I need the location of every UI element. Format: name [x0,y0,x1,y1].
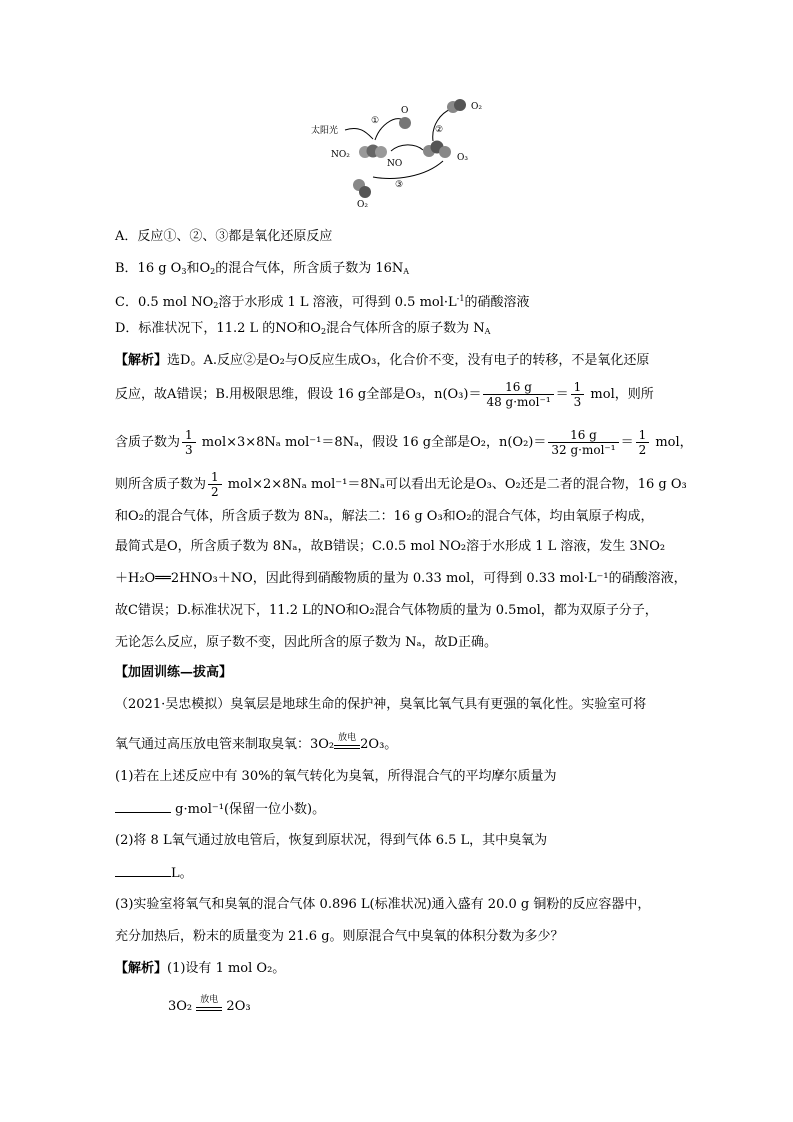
question-1: (1)若在上述反应中有 30%的氧气转化为臭氧，所得混合气的平均摩尔质量为 [115,769,557,784]
question-3-line-2: 充分加热后，粉末的质量变为 21.6 g。则原混合气中臭氧的体积分数为多少？ [115,929,564,944]
option-c: C．0.5 mol $NO_2$溶于水形成 1 L 溶液，可得到 0.5 $mol\cdot L^{-1}$的硝酸溶液 [115,294,530,310]
o2-bottom-molecule [353,179,371,198]
answer-blank-1 [115,800,171,813]
question-2: (2)将 8 L氧气通过放电管后，恢复到原状况，得到气体 6.5 L，其中臭氧为 [115,833,548,848]
step1-label: ① [371,116,380,126]
step3-label: ③ [395,180,404,190]
analysis-tag: 【解析】 [115,353,168,368]
fraction-16-32: $\frac{16 g}{\text{32 g·mol⁻¹}}$ [548,428,618,457]
o3-label: O₃ [457,153,468,163]
analysis-1-line-3: 含质子数为 $\frac{1}{3}$ mol×3×8Nₐ mol⁻¹＝8Nₐ，假设 16 g全部是O₂，n(O₂)＝ $\frac{16 g}{\text{32 g·mol⁻¹}}$ ＝ $\frac{1}{2}$ mol， [115,428,693,457]
analysis-2-equation: 3O₂ 放电 2O₃ [168,994,251,1014]
analysis-1-line-8: 故C错误；D.标准状况下，11.2 L的NO和O₂混合气体物质的量为 0.5mol，都为双原子分子， [115,603,658,618]
option-a: A．反应①、②、③都是氧化还原反应 [115,229,333,244]
no-arrow [391,145,423,151]
o3-molecule [423,141,451,159]
fraction-1-3-b: $\frac{1}{3}$ [182,428,196,457]
analysis-tag-2: 【解析】 [115,961,168,976]
fraction-1-2-b: $\frac{1}{2}$ [208,470,222,499]
option-b: B．16 g $O_3$和$O_2$的混合气体，所含质子数为 $16N_A$ [115,261,410,276]
ozone-cycle-diagram [305,95,495,213]
fraction-16-48: $\frac{16 g}{\text{48 g·mol⁻¹}}$ [483,380,553,409]
sunlight-arrow [345,128,373,139]
question-3-line-1: (3)实验室将氧气和臭氧的混合气体 0.896 L(标准状况)通入盛有 20.0 g 铜粉的反应容器中， [115,897,651,912]
analysis-1-line-4: 则所含质子数为 $\frac{1}{2}$ mol×2×8Nₐ mol⁻¹＝8Nₐ可以看出无论是O₃、O₂还是二者的混合物，16 g O₃ [115,470,687,499]
no-label: NO [387,159,403,169]
step3-arrow [373,161,443,178]
answer-blank-2 [115,864,171,877]
analysis-1-line-9: 无论怎么反应，原子数不变，因此所含的原子数为 Nₐ，故D正确。 [115,635,497,650]
discharge-equal-sign-2: 放电 [196,1000,222,1014]
no2-label: NO₂ [331,150,350,160]
fraction-1-2: $\frac{1}{2}$ [636,428,650,457]
analysis-1-line-1: 【解析】选D。A.反应②是O₂与O反应生成O₃，化合价不变，没有电子的转移，不是氧化还原 [115,353,650,368]
question-intro-1: （2021·吴忠模拟）臭氧层是地球生命的保护神，臭氧比氧气具有更强的氧化性。实验室可将 [115,697,647,712]
question-intro-2: 氧气通过高压放电管来制取臭氧：3O₂ 放电 2O₃。 [115,732,398,752]
analysis-2-line-1: 【解析】(1)设有 1 mol O₂。 [115,961,286,976]
fraction-1-3: $\frac{1}{3}$ [571,380,585,409]
question-1-answer: g·mol⁻¹(保留一位小数)。 [115,800,325,819]
option-d: D．标准状况下，11.2 L 的NO和$O_2$混合气体所含的原子数为 $N_A$ [115,321,491,336]
o2-top-label: O₂ [471,102,482,112]
o-label: O [401,106,409,116]
o2-top-molecule [447,99,466,113]
o2-bottom-label: O₂ [357,200,368,210]
analysis-1-line-7: ＋H₂O══2HNO₃＋NO，因此得到硝酸物质的量为 0.33 mol，可得到 0.33 mol·L⁻¹的硝酸溶液， [115,571,687,586]
section-heading: 【加固训练—拔高】 [115,665,233,680]
sunlight-label: 太阳光 [311,126,339,136]
analysis-1-line-2: 反应，故A错误；B.用极限思维，假设 16 g全部是O₃，n(O₃)＝ $\frac{16 g}{\text{48 g·mol⁻¹}}$ ＝ $\frac{1}{3}$ mol，则所 [115,380,654,409]
question-2-answer: L。 [115,864,193,883]
analysis-1-line-5: 和O₂的混合气体，所含质子数为 8Nₐ，解法二：16 g O₃和O₂的混合气体，均由氧原子构成， [115,509,654,524]
step2-label: ② [435,125,444,135]
discharge-equal-sign: 放电 [334,738,360,752]
no2-molecule [359,145,387,159]
o-atom [399,117,411,129]
analysis-1-line-6: 最简式是O，所含质子数为 8Nₐ，故B错误；C.0.5 mol NO₂溶于水形成 1 L 溶液，发生 3NO₂ [115,539,666,554]
